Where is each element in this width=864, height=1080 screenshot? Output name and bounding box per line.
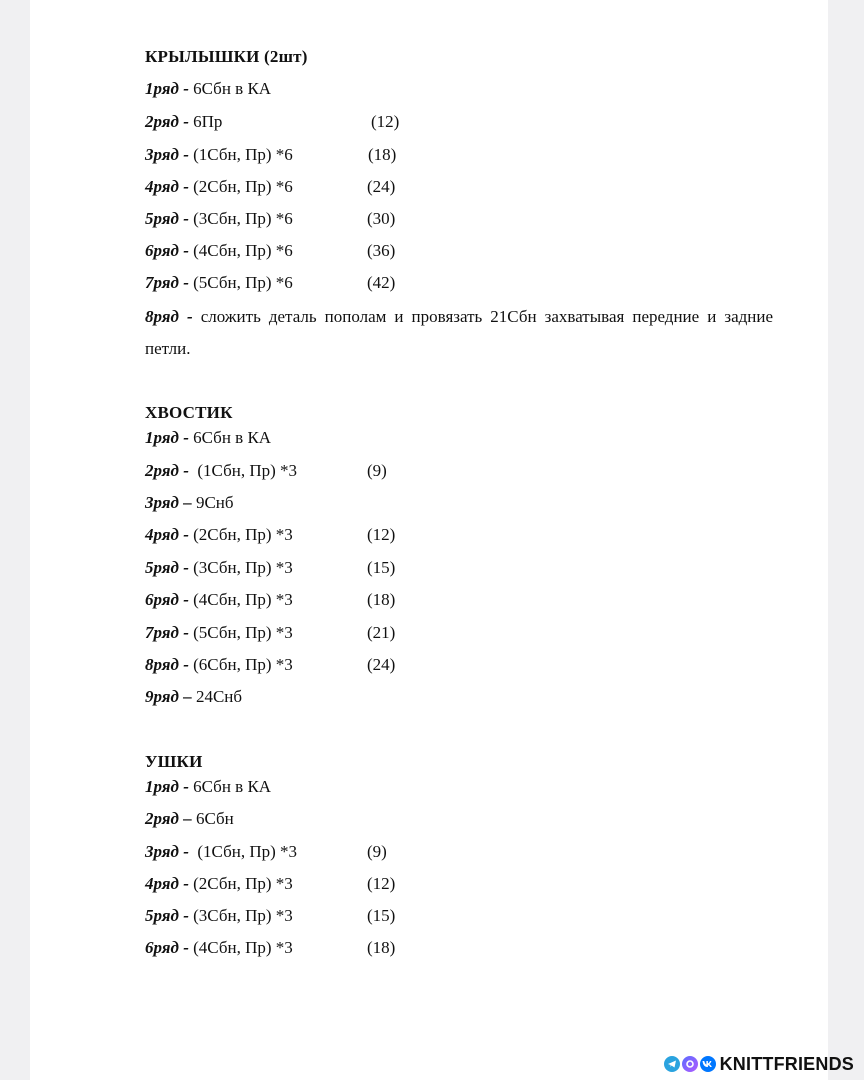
row-label: 6ряд <box>145 590 179 609</box>
row-instruction: (3Сбн, Пр) *3 <box>193 558 293 577</box>
row-separator: - <box>183 273 189 292</box>
pattern-row <box>145 809 234 831</box>
row-label: 3ряд <box>145 145 179 164</box>
row-label: 5ряд <box>145 558 179 577</box>
row-separator: - <box>183 79 189 98</box>
row-stitch-count: (15) <box>367 558 396 577</box>
row-instruction: 6Сбн <box>195 809 234 828</box>
pattern-row <box>145 209 775 231</box>
row-instruction: (4Сбн, Пр) *3 <box>193 938 293 957</box>
row-stitch-count: (42) <box>367 273 396 292</box>
row-label: 8ряд <box>145 655 179 674</box>
row-separator: – <box>183 809 192 828</box>
row-separator: - <box>183 241 189 260</box>
row-instruction: 6Сбн в КА <box>193 777 272 796</box>
row-label: 1ряд <box>145 428 179 447</box>
row-instruction: 6Сбн в КА <box>193 428 272 447</box>
row-stitch-count: (12) <box>367 525 396 544</box>
row-separator: - <box>183 842 189 861</box>
row-separator: - <box>183 461 189 480</box>
row-label: 1ряд <box>145 79 179 98</box>
row-separator: – <box>183 687 192 706</box>
row-instruction: (1Сбн, Пр) *3 <box>193 461 298 480</box>
pattern-row <box>145 590 775 612</box>
pattern-row <box>145 842 775 864</box>
row-label: 4ряд <box>145 874 179 893</box>
row-label: 2ряд <box>145 461 179 480</box>
row-stitch-count: (18) <box>368 145 397 164</box>
row-separator: - <box>183 558 189 577</box>
row-stitch-count: (24) <box>367 177 396 196</box>
row-label: 7ряд <box>145 273 179 292</box>
row-label: 7ряд <box>145 623 179 642</box>
row-instruction: (2Сбн, Пр) *3 <box>193 525 293 544</box>
row-instruction: 9Снб <box>195 493 234 512</box>
row-separator: - <box>183 906 189 925</box>
row-separator: - <box>187 307 193 326</box>
pattern-row <box>145 687 242 709</box>
row-separator: - <box>183 112 189 131</box>
watermark-text: KNITTFRIENDS <box>719 1053 854 1074</box>
row-separator: - <box>183 874 189 893</box>
row-instruction: (1Сбн, Пр) *3 <box>193 842 298 861</box>
row-stitch-count: (12) <box>367 874 396 893</box>
row-stitch-count: (30) <box>367 209 396 228</box>
vk-icon <box>700 1056 716 1072</box>
row-separator: - <box>183 938 189 957</box>
row-separator: - <box>183 525 189 544</box>
row-label: 5ряд <box>145 906 179 925</box>
pattern-row <box>145 461 775 483</box>
pattern-row <box>145 655 775 677</box>
row-separator: - <box>183 655 189 674</box>
row-separator: - <box>183 777 189 796</box>
pattern-row <box>145 525 775 547</box>
row-instruction: 24Снб <box>195 687 243 706</box>
row-instruction: (4Сбн, Пр) *6 <box>193 241 293 260</box>
pattern-row <box>145 906 775 928</box>
document-page <box>30 0 828 1080</box>
row-instruction: (5Сбн, Пр) *3 <box>193 623 293 642</box>
row-label: 6ряд <box>145 241 179 260</box>
row-instruction: 6Сбн в КА <box>193 79 272 98</box>
row-stitch-count: (21) <box>367 623 396 642</box>
pattern-row <box>145 938 775 960</box>
pattern-row <box>145 241 775 263</box>
row-label: 4ряд <box>145 177 179 196</box>
row-stitch-count: (12) <box>371 112 400 131</box>
row-stitch-count: (18) <box>367 938 396 957</box>
row-stitch-count: (15) <box>367 906 396 925</box>
row-label: 2ряд <box>145 112 179 131</box>
row-label: 9ряд <box>145 687 179 706</box>
pattern-row <box>145 623 775 645</box>
row-label: 2ряд <box>145 809 179 828</box>
row-label: 8ряд <box>145 307 179 326</box>
pattern-row <box>145 874 775 896</box>
max-icon <box>682 1056 698 1072</box>
row-instruction: (6Сбн, Пр) *3 <box>193 655 293 674</box>
pattern-row <box>145 79 271 101</box>
section-title: УШКИ <box>145 752 203 771</box>
row-stitch-count: (9) <box>367 461 387 480</box>
row-separator: – <box>183 493 192 512</box>
row-label: 6ряд <box>145 938 179 957</box>
pattern-row <box>145 493 234 515</box>
pattern-row <box>145 177 775 199</box>
pattern-row <box>145 558 775 580</box>
pattern-row-long <box>145 301 773 365</box>
row-instruction: (2Сбн, Пр) *3 <box>193 874 293 893</box>
row-instruction: (1Сбн, Пр) *6 <box>193 145 293 164</box>
row-instruction: 6Пр <box>193 112 223 131</box>
row-separator: - <box>183 177 189 196</box>
pattern-row <box>145 428 271 450</box>
row-stitch-count: (18) <box>367 590 396 609</box>
pattern-row <box>145 777 271 799</box>
row-label: 4ряд <box>145 525 179 544</box>
section-title: КРЫЛЫШКИ (2шт) <box>145 47 308 66</box>
row-separator: - <box>183 590 189 609</box>
row-separator: - <box>183 623 189 642</box>
telegram-icon <box>664 1056 680 1072</box>
row-label: 3ряд <box>145 842 179 861</box>
row-label: 5ряд <box>145 209 179 228</box>
pattern-row <box>145 145 775 167</box>
row-separator: - <box>183 145 189 164</box>
row-stitch-count: (9) <box>367 842 387 861</box>
row-stitch-count: (24) <box>367 655 396 674</box>
row-label: 1ряд <box>145 777 179 796</box>
section-title: ХВОСТИК <box>145 403 233 422</box>
row-instruction: (3Сбн, Пр) *3 <box>193 906 293 925</box>
row-stitch-count: (36) <box>367 241 396 260</box>
watermark <box>664 1054 854 1074</box>
row-label: 3ряд <box>145 493 179 512</box>
row-instruction: (4Сбн, Пр) *3 <box>193 590 293 609</box>
row-instruction: (5Сбн, Пр) *6 <box>193 273 293 292</box>
row-separator: - <box>183 428 189 447</box>
row-instruction: сложить деталь пополам и провязать 21Сбн захватывая передние и задние петли. <box>145 307 774 358</box>
row-separator: - <box>183 209 189 228</box>
row-instruction: (3Сбн, Пр) *6 <box>193 209 293 228</box>
pattern-row <box>145 273 775 295</box>
row-instruction: (2Сбн, Пр) *6 <box>193 177 293 196</box>
pattern-row <box>145 112 775 134</box>
